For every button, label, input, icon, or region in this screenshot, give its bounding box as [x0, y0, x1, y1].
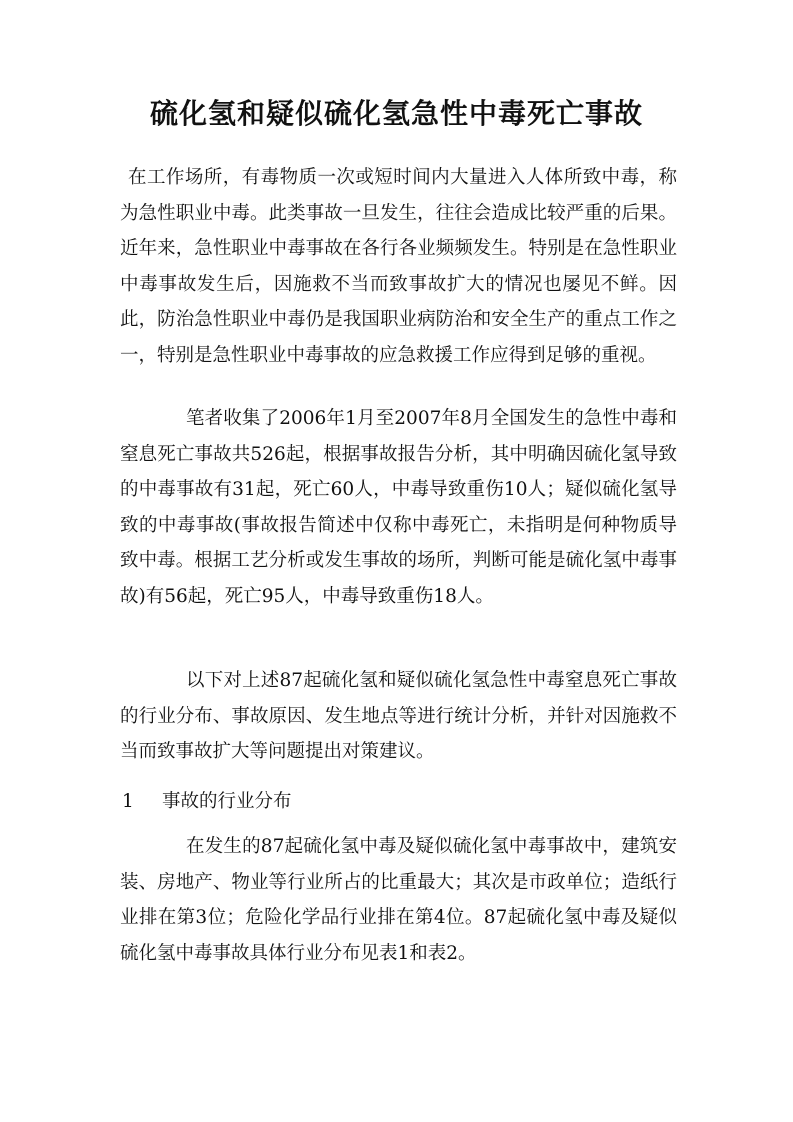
statistics-paragraph: 笔者收集了2006年1月至2007年8月全国发生的急性中毒和窒息死亡事故共526起，根据事故报告分析，其中明确因硫化氢导致的中毒事故有31起，死亡60人，中毒导致重伤10人；疑似硫化氢导致的中毒事故(事故报告简述中仅称中毒死亡，未指明是何种物质导致中毒。根据工艺分析或发生事故的场所，判断可能是硫化氢中毒事故)有56起，死亡95人，中毒导致重伤18人。 [120, 408, 677, 607]
section-heading-text: 事故的行业分布 [162, 791, 292, 812]
industry-distribution-paragraph: 在发生的87起硫化氢中毒及疑似硫化氢中毒事故中，建筑安装、房地产、物业等行业所占的比重最大；其次是市政单位；造纸行业排在第3位；危险化学品行业排在第4位。87起硫化氢中毒及疑似硫化氢中毒事故具体行业分布见表1和表2。 [120, 836, 677, 964]
section-number: 1 [122, 791, 134, 812]
intro-paragraph: 在工作场所，有毒物质一次或短时间内大量进入人体所致中毒，称为急性职业中毒。此类事故一旦发生，往往会造成比较严重的后果。近年来，急性职业中毒事故在各行各业频频发生。特别是在急性职业中毒事故发生后，因施救不当而致事故扩大的情况也屡见不鲜。因此，防治急性职业中毒仍是我国职业病防治和安全生产的重点工作之一，特别是急性职业中毒事故的应急救援工作应得到足够的重视。 [120, 167, 677, 366]
section-heading [122, 784, 292, 820]
document-title: 硫化氢和疑似硫化氢急性中毒死亡事故 [149, 97, 643, 130]
analysis-scope-paragraph: 以下对上述87起硫化氢和疑似硫化氢急性中毒窒息死亡事故的行业分布、事故原因、发生地点等进行统计分析，并针对因施救不当而致事故扩大等问题提出对策建议。 [120, 670, 677, 762]
